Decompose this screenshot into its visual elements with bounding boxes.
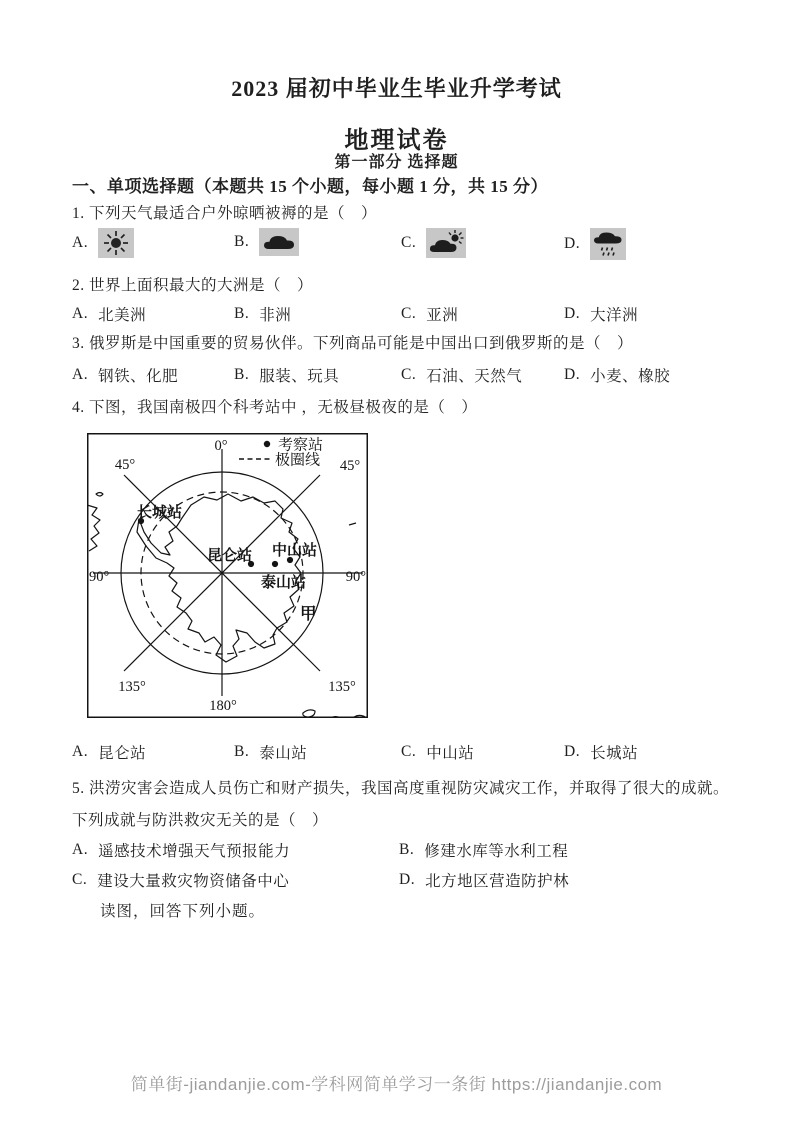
overcast-weather-icon bbox=[259, 228, 299, 256]
question-5-option-d: D. 北方地区营造防护林 bbox=[399, 871, 570, 890]
legend-station-dot bbox=[264, 441, 270, 447]
option-text: 北美洲 bbox=[98, 307, 147, 324]
station-label-taishan: 泰山站 bbox=[261, 575, 307, 591]
question-5-option-b: B. 修建水库等水利工程 bbox=[399, 841, 569, 860]
question-4-option-a: A. 昆仑站 bbox=[72, 743, 147, 762]
option-text: 中山站 bbox=[426, 745, 475, 762]
legend-station-label: 考察站 bbox=[278, 437, 324, 454]
map-label-45deg-right: 45° bbox=[339, 458, 361, 474]
question-4-stem: 4. 下图，我国南极四个科考站中 ，无极昼极夜的是（ ） bbox=[72, 399, 478, 416]
option-text: 服装、玩具 bbox=[259, 368, 340, 385]
rain-weather-icon bbox=[590, 228, 626, 260]
question-3-options bbox=[72, 364, 772, 388]
question-1-option-b bbox=[234, 228, 299, 256]
partly-cloudy-weather-icon bbox=[426, 228, 466, 258]
option-label: C. bbox=[401, 234, 417, 251]
question-3-option-c: C. 石油、天然气 bbox=[401, 366, 523, 385]
area-label-jia: 甲 bbox=[300, 604, 317, 623]
question-3-stem: 3. 俄罗斯是中国重要的贸易伙伴。下列商品可能是中国出口到俄罗斯的是（ ） bbox=[72, 335, 634, 352]
option-text: 非洲 bbox=[259, 307, 292, 324]
question-4-option-c: C. 中山站 bbox=[401, 743, 475, 762]
option-text: 建设大量救灾物资储备中心 bbox=[97, 873, 290, 890]
question-3-option-a: A. 钢铁、化肥 bbox=[72, 366, 179, 385]
question-2-options bbox=[72, 303, 772, 327]
question-1-option-c bbox=[401, 228, 466, 258]
map-label-0deg: 0° bbox=[214, 438, 228, 454]
question-1-stem: 1. 下列天气最适合户外晾晒被褥的是（ ） bbox=[72, 205, 378, 222]
question-1-option-d bbox=[564, 228, 626, 260]
option-text: 泰山站 bbox=[259, 745, 308, 762]
antarctica-map-figure bbox=[87, 433, 368, 718]
station-label-zhongshan: 中山站 bbox=[272, 543, 318, 559]
question-2-option-c: C. 亚洲 bbox=[401, 305, 459, 324]
map-label-135deg-left: 135° bbox=[118, 679, 146, 695]
question-5-options-row2 bbox=[72, 869, 772, 893]
question-2-option-d: D. 大洋洲 bbox=[564, 305, 639, 324]
map-label-45deg-left: 45° bbox=[114, 457, 136, 473]
map-label-90deg-right: 90° bbox=[345, 569, 366, 585]
option-label: A. bbox=[72, 234, 89, 251]
question-1-options bbox=[72, 228, 772, 260]
station-label-kunlun: 昆仑站 bbox=[207, 548, 253, 564]
question-1-option-a bbox=[72, 228, 134, 258]
option-text: 石油、天然气 bbox=[426, 368, 523, 385]
map-label-180deg: 180° bbox=[209, 698, 237, 714]
question-4-options bbox=[72, 741, 772, 765]
question-2-option-b: B. 非洲 bbox=[234, 305, 292, 324]
question-3-option-b: B. 服装、玩具 bbox=[234, 366, 340, 385]
option-text: 修建水库等水利工程 bbox=[424, 843, 569, 860]
sunny-weather-icon bbox=[98, 228, 134, 258]
question-3-option-d: D. 小麦、橡胶 bbox=[564, 366, 671, 385]
option-label: B. bbox=[234, 233, 250, 250]
section-heading: 第一部分 选择题 bbox=[334, 154, 459, 171]
station-dot-taishan bbox=[272, 561, 278, 567]
paper-subtitle: 地理试卷 bbox=[344, 128, 449, 154]
question-2-option-a: A. 北美洲 bbox=[72, 305, 147, 324]
option-text: 昆仑站 bbox=[98, 745, 147, 762]
question-5-option-c: C. 建设大量救灾物资储备中心 bbox=[72, 871, 290, 890]
read-map-note: 读图，回答下列小题。 bbox=[100, 903, 266, 920]
option-text: 北方地区营造防护林 bbox=[425, 873, 570, 890]
option-text: 钢铁、化肥 bbox=[98, 368, 179, 385]
question-2-stem: 2. 世界上面积最大的大洲是（ ） bbox=[72, 277, 314, 294]
option-text: 小麦、橡胶 bbox=[590, 368, 671, 385]
map-frame bbox=[88, 434, 368, 718]
option-text: 大洋洲 bbox=[590, 307, 639, 324]
watermark-footer: 简单街-jiandanjie.com-学科网简单学习一条街 https://jiandanjie.com bbox=[130, 1075, 663, 1094]
map-label-90deg-left: 90° bbox=[89, 569, 110, 585]
question-4-option-b: B. 泰山站 bbox=[234, 743, 308, 762]
option-text: 长城站 bbox=[590, 745, 639, 762]
question-4-option-d: D. 长城站 bbox=[564, 743, 639, 762]
station-label-changcheng: 长城站 bbox=[137, 505, 183, 521]
option-label: D. bbox=[564, 235, 581, 252]
question-5-options-row1 bbox=[72, 839, 772, 863]
question-5-option-a: A. 遥感技术增强天气预报能力 bbox=[72, 841, 291, 860]
option-text: 亚洲 bbox=[426, 307, 459, 324]
question-5-stem: 5. 洪涝灾害会造成人员伤亡和财产损失，我国高度重视防灾减灾工作，并取得了很大的成就。下列成就与防洪救灾无关的是（ ） bbox=[72, 780, 730, 829]
page-title: 2023 届初中毕业生毕业升学考试 bbox=[231, 76, 562, 101]
map-label-135deg-right: 135° bbox=[328, 679, 356, 695]
option-text: 遥感技术增强天气预报能力 bbox=[98, 843, 291, 860]
legend-polar-circle-label: 极圈线 bbox=[275, 452, 321, 469]
part-heading: 一、单项选择题（本题共 15 个小题，每小题 1 分，共 15 分） bbox=[72, 177, 548, 196]
